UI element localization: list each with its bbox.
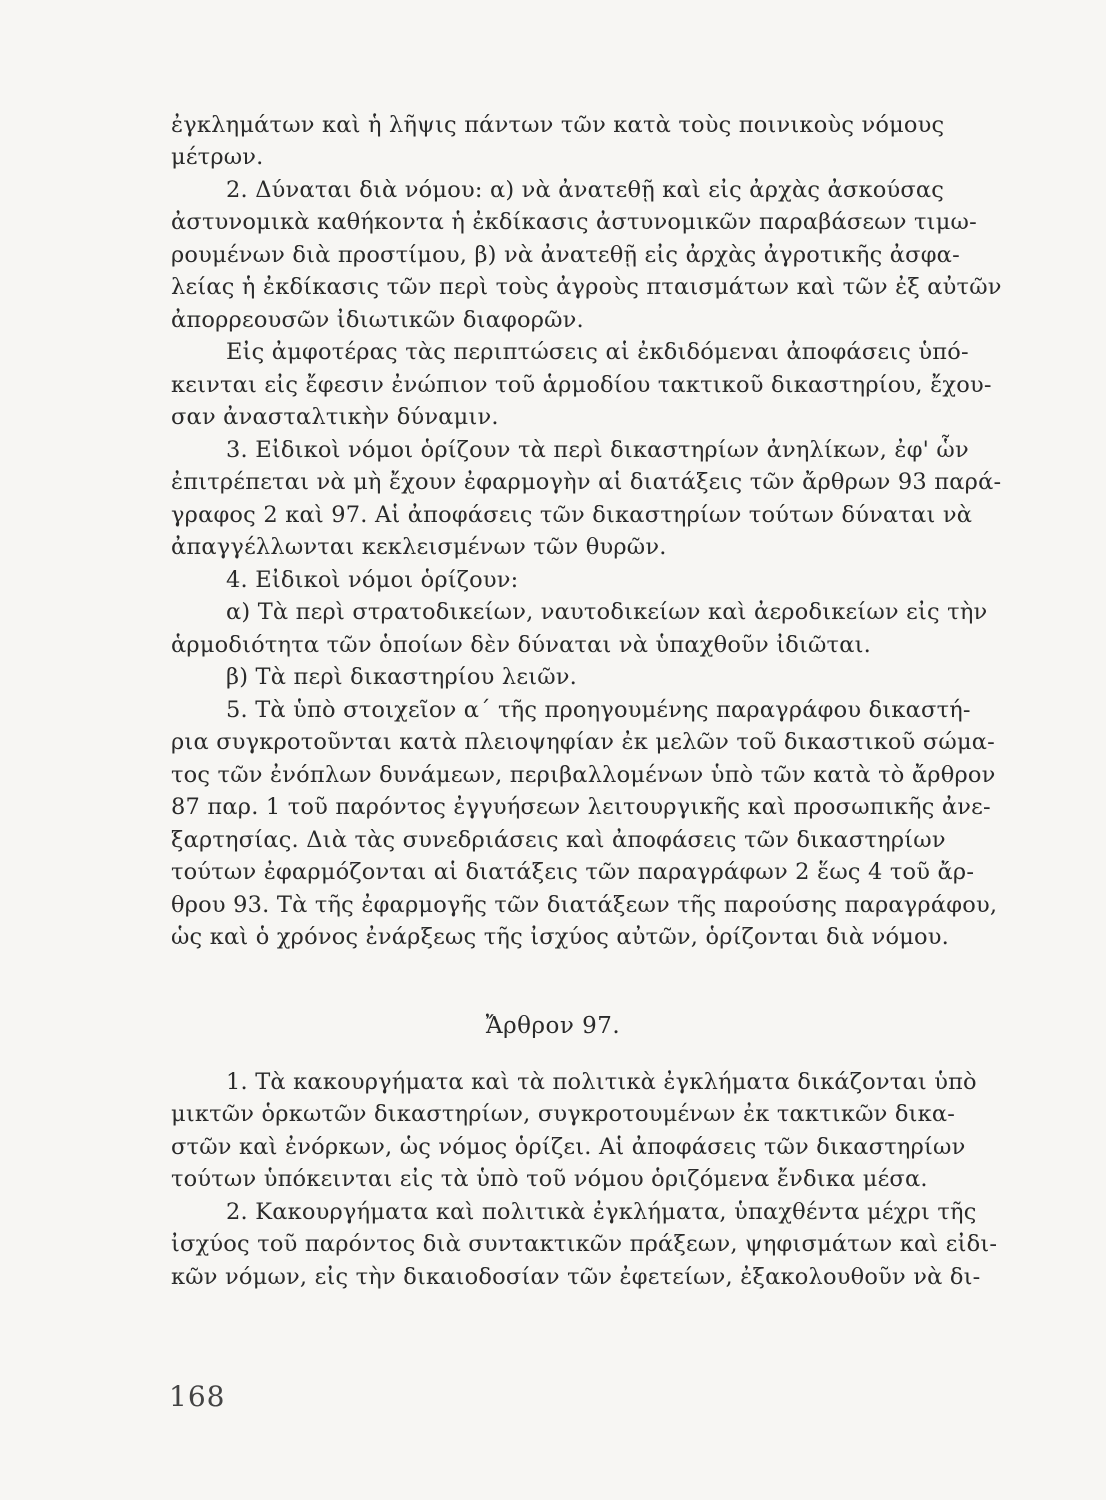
article-heading: Ἄρθρον 97. bbox=[485, 1013, 621, 1039]
book-page: ἐγκλημάτων καὶ ἡ λῆψις πάντων τῶν κατὰ τοὺς ποινικοὺς νόμους μέτρων. 2. Δύναται διὰ νόμου: α) νὰ ἀνατεθῇ καὶ εἰς ἀρχὰς ἀσκούσας ἀστυνομικὰ καθήκοντα ἡ ἐκδίκασις ἀστυνομικῶν παραβάσεων τιμω- ρουμένων διὰ προστίμου, β) νὰ ἀνατεθῇ εἰς ἀρχὰς ἀγροτικῆς ἀσφα- λείας ἡ ἐκδίκασις τῶν περὶ τοὺς ἀγροὺς πταισμάτων καὶ τῶν ἐξ αὐτῶν ἀπορρεουσῶν ἰδιωτικῶν διαφορῶν. Εἰς ἀμφοτέρας τὰς περιπτώσεις αἱ ἐκδιδόμεναι ἀποφάσεις ὑπό- κεινται εἰς ἔφεσιν ἐνώπιον τοῦ ἁρμοδίου τακτικοῦ δικαστηρίου, ἔχου- σαν ἀνασταλτικὴν δύναμιν. 3. Εἰδικοὶ νόμοι ὁρίζουν τὰ περὶ δικαστηρίων ἀνηλίκων, ἐφ' ὧν ἐπιτρέπεται νὰ μὴ ἔχουν ἐφαρμογὴν αἱ διατάξεις τῶν ἄρθρων 93 παρά- γραφος 2 καὶ 97. Αἱ ἀποφάσεις τῶν δικαστηρίων τούτων δύναται νὰ ἀπαγγέλλωνται κεκλεισμένων τῶν θυρῶν. 4. Εἰδικοὶ νόμοι ὁρίζουν: α) Τὰ περὶ στρατοδικείων, ναυτοδικείων καὶ ἀεροδικείων εἰς τὴν ἁρμοδιότητα τῶν ὁποίων δὲν δύναται νὰ ὑπαχθοῦν ἰδιῶται. β) Τὰ περὶ δικαστηρίου λειῶν. 5. Τὰ ὑπὸ στοιχεῖον α΄ τῆς προηγουμένης παραγράφου δικαστή- ρια συγκροτοῦνται κατὰ πλειοψηφίαν ἐκ μελῶν τοῦ δικαστικοῦ σώμα- τος τῶν ἐνόπλων δυνάμεων, περιβαλλομένων ὑπὸ τῶν κατὰ τὸ ἄρθρον 87 παρ. 1 τοῦ παρόντος ἐγγυήσεων λειτουργικῆς καὶ προσωπικῆς ἀνε- ξαρτησίας. Διὰ τὰς συνεδριάσεις καὶ ἀποφάσεις τῶν δικαστηρίων τούτων ἐφαρμόζονται αἱ διατάξεις τῶν παραγράφων 2 ἕως 4 τοῦ ἄρ- θρου 93. Τὰ τῆς ἐφαρμογῆς τῶν διατάξεων τῆς παρούσης παραγράφου, ὡς καὶ ὁ χρόνος ἐνάρξεως τῆς ἰσχύος αὐτῶν, ὁρίζονται διὰ νόμου. Ἄρθρον 97. 1. Τὰ κακουργήματα καὶ τὰ πολιτικὰ ἐγκλήματα δικάζονται ὑπὸ μικτῶν ὁρκωτῶν δικαστηρίων, συγκροτουμένων ἐκ τακτικῶν δικα- στῶν καὶ ἐνόρκων, ὡς νόμος ὁρίζει. Αἱ ἀποφάσεις τῶν δικαστηρίων τούτων ὑπόκεινται εἰς τὰ ὑπὸ τοῦ νόμου ὁριζόμενα ἔνδικα μέσα. 2. Κακουργήματα καὶ πολιτικὰ ἐγκλήματα, ὑπαχθέντα μέχρι τῆς ἰσχύος τοῦ παρόντος διὰ συντακτικῶν πράξεων, ψηφισμάτων καὶ εἰδι- κῶν νόμων, εἰς τὴν δικαιοδοσίαν τῶν ἐφετείων, ἐξακολουθοῦν νὰ δι- 168 bbox=[0, 0, 1106, 1500]
page-number: 168 bbox=[169, 1380, 226, 1413]
